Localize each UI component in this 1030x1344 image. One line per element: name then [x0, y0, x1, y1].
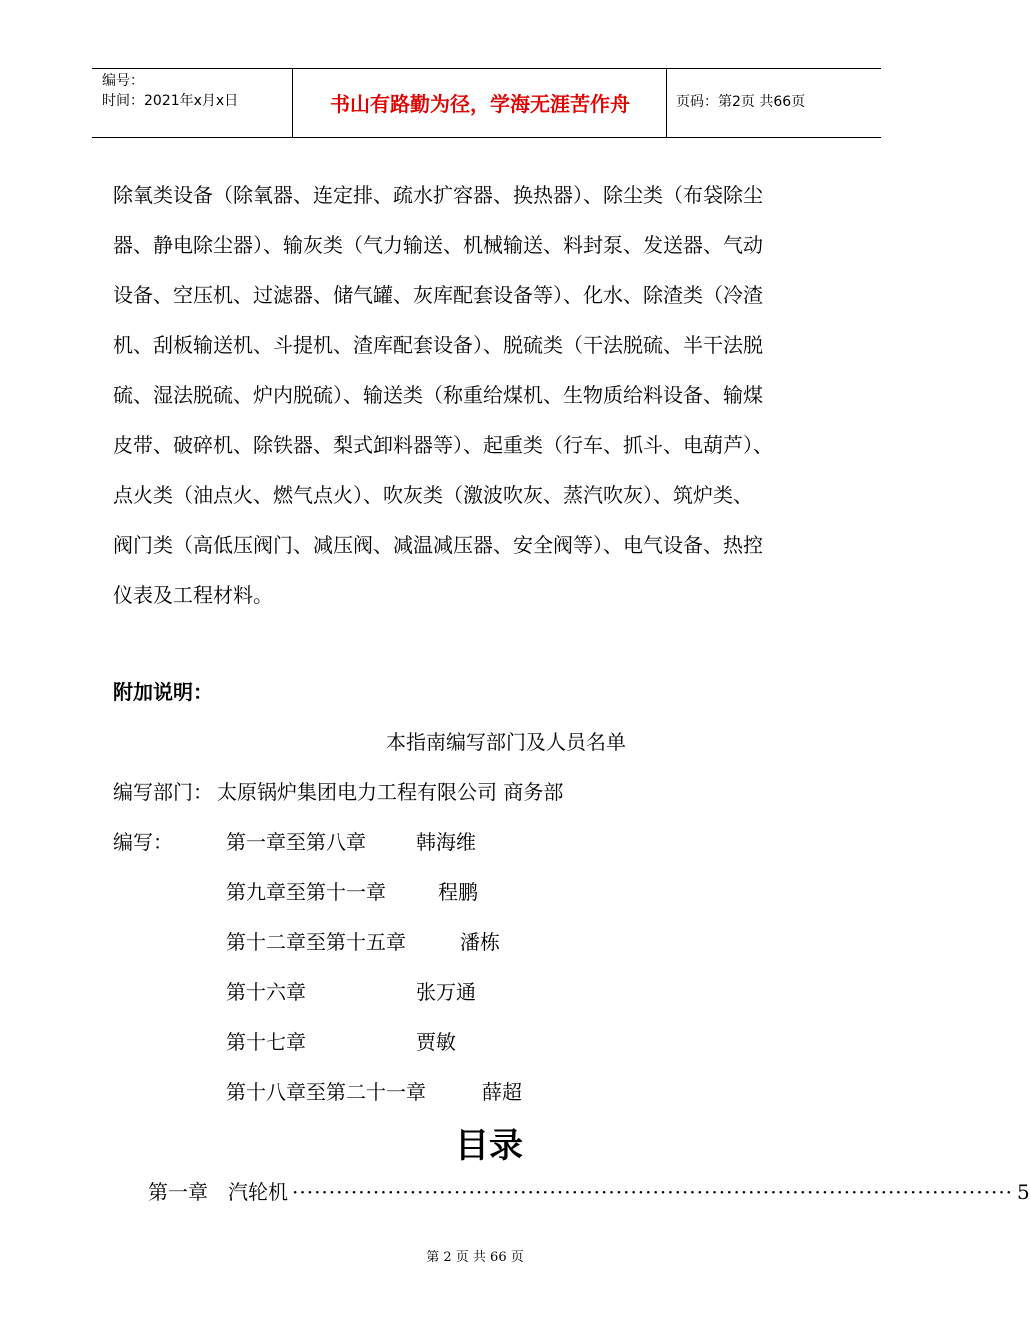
body-line: 机、刮板输送机、斗提机、渣库配套设备）、脱硫类（干法脱硫、半干法脱 — [113, 333, 763, 357]
writer-name: 张万通 — [416, 980, 476, 1004]
writer-row — [226, 876, 478, 905]
writer-name: 贾敏 — [416, 1030, 456, 1054]
body-line: 设备、空压机、过滤器、储气罐、灰库配套设备等）、化水、除渣类（冷渣 — [113, 283, 763, 307]
writer-name: 程鹏 — [438, 880, 478, 904]
body-line: 除氧类设备（除氧器、连定排、疏水扩容器、换热器）、除尘类（布袋除尘 — [113, 183, 763, 207]
document-number-label: 编号： — [102, 73, 144, 89]
body-line: 器、静电除尘器）、输灰类（气力输送、机械输送、料封泵、发送器、气动 — [113, 233, 763, 257]
toc-leader-dots: ·································································································· — [292, 1180, 1014, 1204]
writer-name: 韩海维 — [416, 830, 476, 854]
header-page-info: 页码：第2页 共66页 — [676, 94, 806, 110]
department-value: 太原锅炉集团电力工程有限公司 商务部 — [217, 780, 564, 804]
body-line: 阀门类（高低压阀门、减压阀、减温减压器、安全阀等）、电气设备、热控 — [113, 533, 763, 557]
note-heading: 附加说明： — [113, 680, 213, 704]
page-footer: 第 2 页 共 66 页 — [426, 1250, 524, 1265]
toc-chapter: 第一章 — [148, 1180, 208, 1204]
writer-chapters: 第十六章 — [226, 980, 306, 1004]
writer-name: 薛超 — [482, 1080, 522, 1104]
document-date: 时间：2021年x月x日 — [102, 93, 239, 109]
body-line: 仪表及工程材料。 — [113, 583, 273, 607]
department-row — [113, 776, 563, 805]
writer-chapters: 第一章至第八章 — [226, 830, 366, 854]
writer-row — [226, 1076, 522, 1105]
writer-row — [226, 926, 500, 955]
toc-page-number: 5 — [1017, 1180, 1030, 1204]
toc-title: 目录 — [455, 1126, 523, 1166]
header-divider — [666, 69, 667, 137]
writer-row — [226, 826, 476, 855]
body-line: 硫、湿法脱硫、炉内脱硫）、输送类（称重给煤机、生物质给料设备、输煤 — [113, 383, 763, 407]
writer-row — [226, 976, 476, 1005]
writer-chapters: 第十八章至第二十一章 — [226, 1080, 426, 1104]
body-line: 点火类（油点火、燃气点火）、吹灰类（激波吹灰、蒸汽吹灰）、筑炉类、 — [113, 483, 753, 507]
department-label: 编写部门： — [113, 780, 213, 804]
writer-chapters: 第九章至第十一章 — [226, 880, 386, 904]
header-motto: 书山有路勤为径，学海无涯苦作舟 — [330, 92, 630, 116]
toc-entry[interactable] — [148, 1176, 1030, 1204]
writer-name: 潘栋 — [460, 930, 500, 954]
toc-entry-title: 汽轮机 — [228, 1180, 288, 1204]
writers-label: 编写： — [113, 830, 173, 854]
writer-row — [226, 1026, 456, 1055]
staff-list-title: 本指南编写部门及人员名单 — [386, 730, 626, 754]
writer-chapters: 第十二章至第十五章 — [226, 930, 406, 954]
body-paragraph — [113, 170, 863, 620]
header-divider — [292, 69, 293, 137]
writer-chapters: 第十七章 — [226, 1030, 306, 1054]
body-line: 皮带、破碎机、除铁器、梨式卸料器等）、起重类（行车、抓斗、电葫芦）、 — [113, 433, 773, 457]
page-header — [92, 68, 881, 138]
